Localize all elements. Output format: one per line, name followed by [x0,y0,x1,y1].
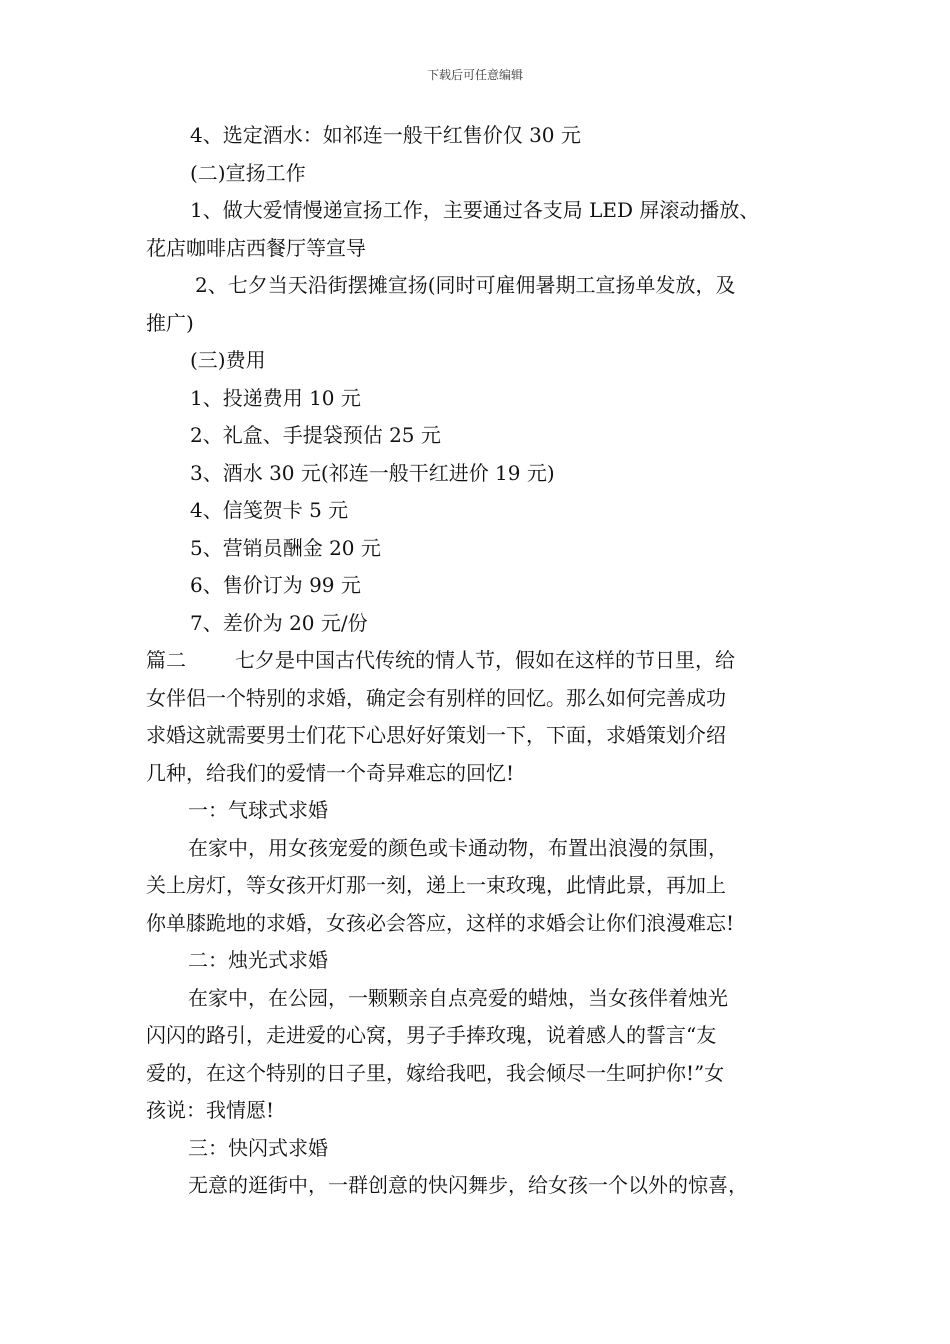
text-line: 你单膝跪地的求婚，女孩必会答应，这样的求婚会让你们浪漫难忘! [146,910,735,935]
text-run: 七夕是中国古代传统的情人节，假如在这样的节日里，给 [235,648,735,672]
section-heading: (三)费用 [190,348,266,372]
section-label: 篇二 [146,648,186,672]
text-line: 关上房灯，等女孩开灯那一刻，递上一束玫瑰，此情此景，再加上 [146,873,726,897]
list-item: 1、投递费用 10 元 [190,385,361,410]
list-item: 5、营销员酬金 20 元 [190,535,381,560]
paragraph-line [146,642,808,680]
text-line: 几种，给我们的爱情一个奇异难忘的回忆! [146,760,515,785]
text-line: 孩说：我情愿! [146,1098,275,1122]
document-body [146,117,808,1205]
text-line: 在家中，在公园，一颗颗亲自点亮爱的蜡烛，当女孩伴着烛光 [188,985,728,1010]
text-line: 爱的，在这个特别的日子里，嫁给我吧，我会倾尽一生呵护你!”女 [146,1060,725,1085]
list-item: 6、售价订为 99 元 [190,573,361,597]
text-line: 2、七夕当天沿街摆摊宣扬(同时可雇佣暑期工宣扬单发放，及 [195,273,736,297]
text-line: 花店咖啡店西餐厅等宣导 [146,235,366,260]
text-line: 推广) [146,310,194,335]
list-item: 4、信笺贺卡 5 元 [190,498,349,522]
list-item: 3、酒水 30 元(祁连一般干红进价 19 元) [190,460,555,485]
section-heading: (二)宣扬工作 [190,160,306,185]
text-line: 无意的逛街中，一群创意的快闪舞步，给女孩一个以外的惊喜， [188,1173,748,1197]
subsection-heading: 三：快闪式求婚 [188,1135,328,1160]
subsection-heading: 二：烛光式求婚 [188,948,328,972]
list-item: 2、礼盒、手提袋预估 25 元 [190,423,441,447]
text-line: 1、做大爱情慢递宣扬工作，主要通过各支局 LED 屏滚动播放、 [190,198,760,222]
subsection-heading: 一：气球式求婚 [188,798,328,822]
list-item: 7、差价为 20 元/份 [190,610,368,635]
text-line: 闪闪的路引，走进爱的心窝，男子手捧玫瑰，说着感人的誓言“友 [146,1023,717,1047]
text-line: 女伴侣一个特别的求婚，确定会有别样的回忆。那么如何完善成功 [146,685,726,710]
page-header: 下载后可任意编辑 [426,68,523,82]
text-line: 在家中，用女孩宠爱的颜色或卡通动物，布置出浪漫的氛围， [188,835,728,860]
text-line: 4、选定酒水：如祁连一般干红售价仅 30 元 [190,123,581,147]
text-line: 求婚这就需要男士们花下心思好好策划一下，下面，求婚策划介绍 [146,723,726,747]
